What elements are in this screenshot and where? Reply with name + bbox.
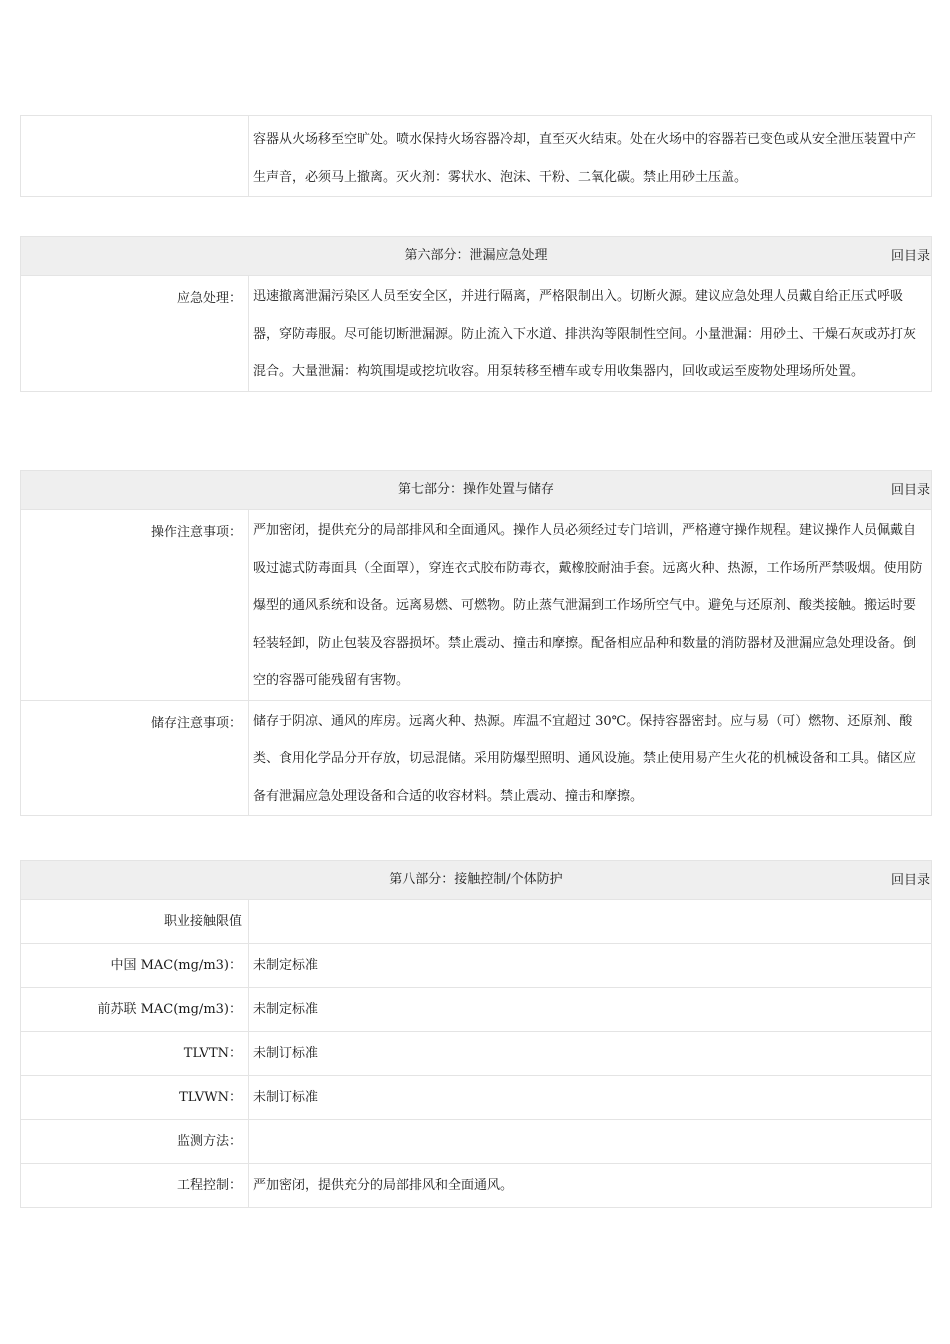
- row-value: 迅速撤离泄漏污染区人员至安全区，并进行隔离，严格限制出入。切断火源。建议应急处理人员戴自给正压式呼吸器，穿防毒服。尽可能切断泄漏源。防止流入下水道、排洪沟等限制性空间。小量泄漏：用砂土、干燥石灰或苏打灰混合。大量泄漏：构筑围堤或挖坑收容。用泵转移至槽车或专用收集器内，回收或运至废物处理场所处置。: [249, 276, 932, 392]
- section6-table: [20, 236, 932, 392]
- row-label: TLVTN：: [21, 1032, 249, 1076]
- section-header: [21, 861, 932, 900]
- row-value: [249, 1120, 932, 1164]
- table-row: [21, 700, 932, 816]
- section-header-cell: [21, 861, 932, 900]
- section-title: 第八部分：接触控制/个体防护: [389, 872, 563, 887]
- section8-table: [20, 860, 932, 1208]
- section-header: [21, 237, 932, 276]
- table-row: [21, 944, 932, 988]
- row-label: 储存注意事项：: [21, 700, 249, 816]
- row-value: 严加密闭，提供充分的局部排风和全面通风。操作人员必须经过专门培训，严格遵守操作规程。建议操作人员佩戴自吸过滤式防毒面具（全面罩），穿连衣式胶布防毒衣，戴橡胶耐油手套。远离火种、热源，工作场所严禁吸烟。使用防爆型的通风系统和设备。远离易燃、可燃物。防止蒸气泄漏到工作场所空气中。避免与还原剂、酸类接触。搬运时要轻装轻卸，防止包装及容器损坏。禁止震动、撞击和摩擦。配备相应品种和数量的消防器材及泄漏应急处理设备。倒空的容器可能残留有害物。: [249, 510, 932, 701]
- row-label: 监测方法：: [21, 1120, 249, 1164]
- row-value: 严加密闭，提供充分的局部排风和全面通风。: [249, 1164, 932, 1208]
- section-title: 第六部分：泄漏应急处理: [404, 248, 548, 263]
- row-value: 未制订标准: [249, 1032, 932, 1076]
- row-value: 未制定标准: [249, 944, 932, 988]
- row-value: 未制定标准: [249, 988, 932, 1032]
- row-label: 前苏联 MAC(mg/m3)：: [21, 988, 249, 1032]
- row-value: 储存于阴凉、通风的库房。远离火种、热源。库温不宜超过 30℃。保持容器密封。应与易（可）燃物、还原剂、酸类、食用化学品分开存放，切忌混储。采用防爆型照明、通风设施。禁止使用易产生火花的机械设备和工具。储区应备有泄漏应急处理设备和合适的收容材料。禁止震动、撞击和摩擦。: [249, 700, 932, 816]
- table-row: [21, 900, 932, 944]
- table-row: [21, 988, 932, 1032]
- section7-table: [20, 470, 932, 816]
- row-value: 未制订标准: [249, 1076, 932, 1120]
- section-header-cell: [21, 471, 932, 510]
- row-value: 容器从火场移至空旷处。喷水保持火场容器冷却，直至灭火结束。处在火场中的容器若已变色或从安全泄压装置中产生声音，必须马上撤离。灭火剂：雾状水、泡沫、干粉、二氧化碳。禁止用砂土压盖。: [249, 116, 932, 197]
- row-label: 职业接触限值: [21, 900, 249, 944]
- table-row: [21, 510, 932, 701]
- table-row: [21, 1164, 932, 1208]
- table-row: [21, 1120, 932, 1164]
- table-row: [21, 116, 932, 197]
- section-header-cell: [21, 237, 932, 276]
- row-value: [249, 900, 932, 944]
- table-row: [21, 1032, 932, 1076]
- back-to-toc-link[interactable]: 回目录: [890, 483, 930, 498]
- row-label: 操作注意事项：: [21, 510, 249, 701]
- section-header: [21, 471, 932, 510]
- row-label: TLVWN：: [21, 1076, 249, 1120]
- row-label: 应急处理：: [21, 276, 249, 392]
- table-row: [21, 1076, 932, 1120]
- table-row: [21, 276, 932, 392]
- row-label: 工程控制：: [21, 1164, 249, 1208]
- back-to-toc-link[interactable]: 回目录: [890, 873, 930, 888]
- back-to-toc-link[interactable]: 回目录: [890, 249, 930, 264]
- section-title: 第七部分：操作处置与储存: [397, 482, 554, 497]
- row-label: [21, 116, 249, 197]
- row-label: 中国 MAC(mg/m3)：: [21, 944, 249, 988]
- section5-tail-table: [20, 115, 932, 197]
